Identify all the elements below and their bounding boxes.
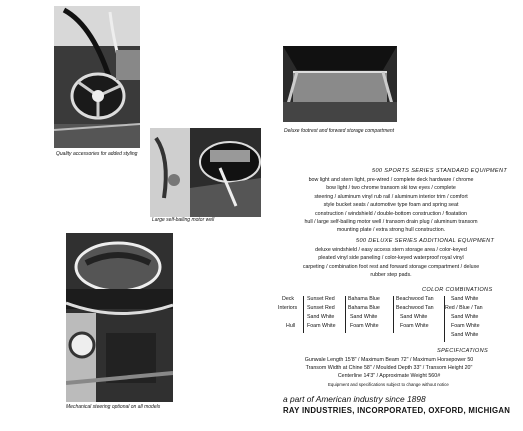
steering-caption: Mechanical steering optional on all models xyxy=(66,404,161,410)
company-name: RAY INDUSTRIES, INCORPORATED, OXFORD, MICHIGAN xyxy=(283,406,511,415)
motor-well-caption: Large self-bailing motor well xyxy=(152,217,215,223)
color-row: Hull Foam White Foam White Foam White Foam White xyxy=(286,323,480,329)
specifications-heading: SPECIFICATIONS xyxy=(437,348,489,354)
accessories-caption: Quality accessories for added styling xyxy=(56,151,138,157)
tagline: a part of American industry since 1898 xyxy=(283,394,426,404)
standard-equipment-heading: 500 SPORTS SERIES STANDARD EQUIPMENT xyxy=(372,168,508,174)
color-row: Interiors Sunset Red Bahama Blue Beachwood Tan Red / Blue / Tan xyxy=(278,305,483,311)
deluxe-equipment-text: deluxe windshield / easy access stern storage area / color-keyed pleated vinyl side paneling / color-keyed waterproof royal vinyl carpeting / combination foot rest and forward storage compartment / deluxe rubber step pads. xyxy=(302,247,480,279)
accessories-photo xyxy=(54,6,140,148)
footrest-photo xyxy=(283,46,397,122)
motor-well-photo xyxy=(150,128,261,217)
color-row: Deck Sunset Red Bahama Blue Beachwood Tan Sand White xyxy=(282,296,479,302)
color-row: Sand White xyxy=(451,332,479,338)
deluxe-equipment-heading: 500 DELUXE SERIES ADDITIONAL EQUIPMENT xyxy=(356,238,495,244)
specifications-note: Equipment and specifications subject to change without notice xyxy=(328,382,449,387)
steering-photo xyxy=(66,233,173,402)
color-row: Sand White Sand White Sand White Sand White xyxy=(307,314,479,320)
specifications-text: Gunwale Length 15'8" / Maximum Beam 72" / Maximum Horsepower 50 Transom Width at Chine 58" / Moulded Depth 33" / Transom Height 20" Centerline 14'3" / Approximate Weight 560# xyxy=(304,357,474,379)
standard-equipment-text: bow light and stern light, pre-wired / complete deck hardware / chrome bow light / two chrome transom ski tow eyes / complete steering / aluminum vinyl rub rail / aluminum interior trim / comfort style bucket seats / automotive type foam and spring seat construction / windshield / double-bottom construction / floatation hull / large self-bailing motor well / transom drain plug / aluminum transom mounting plate / extra strong hull construction. xyxy=(304,177,478,234)
color-combinations-heading: COLOR COMBINATIONS xyxy=(422,287,493,293)
footrest-caption: Deluxe footrest and forward storage compartment xyxy=(284,128,395,134)
